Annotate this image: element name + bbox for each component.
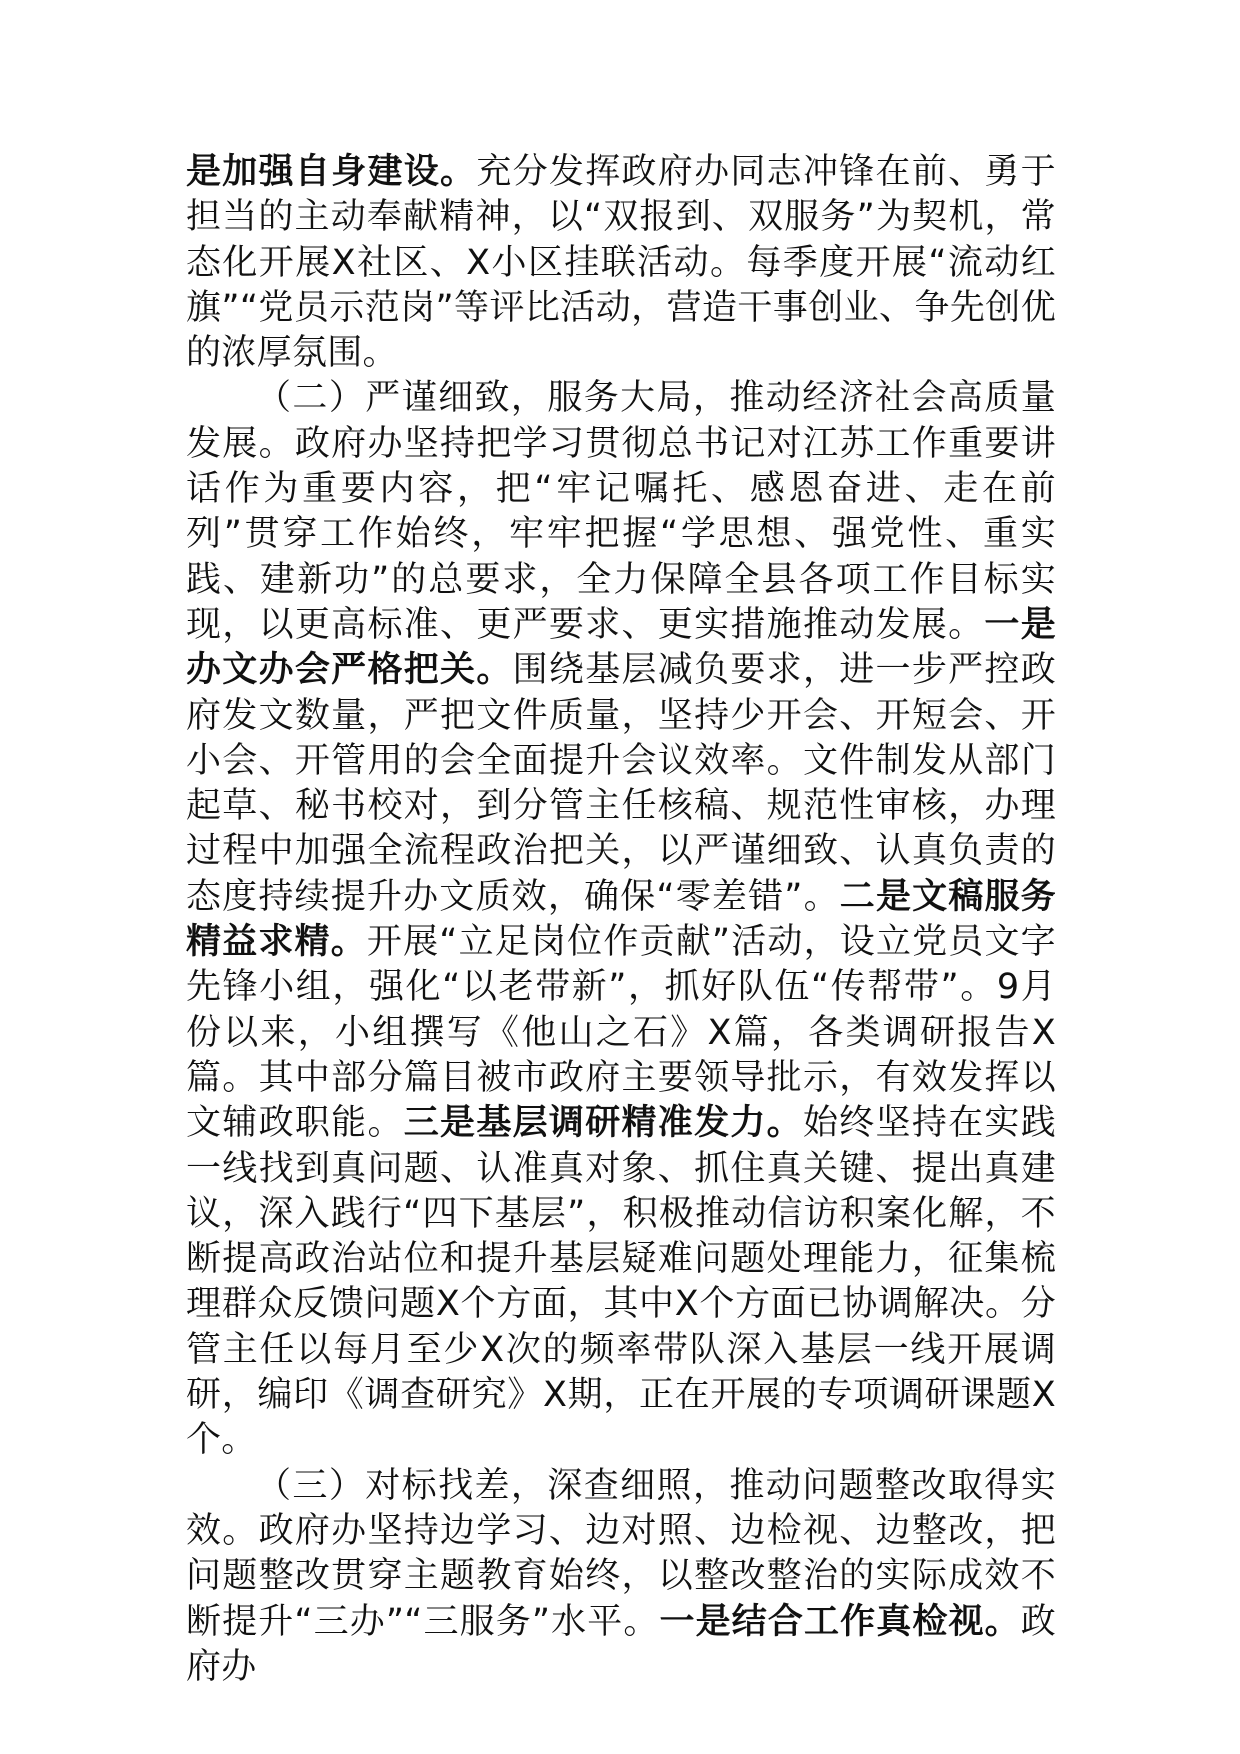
bold-heading-documents-meetings: 一是办文办会严格把关。	[186, 604, 1056, 691]
text-run: 充分发挥政府办同志冲锋在前、勇于担当的主动奉献精神，以“双报到、双服务”为契机，常态化开展X社区、X小区挂联活动。每季度开展“流动红旗”“党员示范岗”等评比活动，营造干事创业、争先创优的浓厚氛围。	[186, 152, 1056, 374]
text-run: 开展“立足岗位作贡献”活动，设立党员文字先锋小组，强化“以老带新”，抓好队伍“传帮带”。9月份以来，小组撰写《他山之石》X篇，各类调研报告X篇。其中部分篇目被市政府主要领导批示，有效发挥以文辅政职能。	[186, 922, 1056, 1144]
paragraph-section-two	[186, 376, 1056, 1463]
section-heading-two: （二）严谨细致，服务大局，推动经济社会高质量发展。政府办坚持把学习贯彻总书记对江苏工作重要讲话作为重要内容，把“牢记嘱托、感恩奋进、走在前列”贯穿工作始终，牢牢把握“学思想、强党性、重实践、建新功”的总要求，全力保障全县各项工作目标实现，以更高标准、更严要求、更实措施推动发展。	[186, 378, 1056, 645]
bold-heading-manuscript-service: 二是文稿服务精益求精。	[186, 876, 1056, 963]
paragraph-section-three	[186, 1464, 1056, 1690]
bold-heading-grassroots-research: 三是基层调研精准发力。	[403, 1103, 803, 1144]
text-run: 围绕基层减负要求，进一步严控政府发文数量，严把文件质量，坚持少开会、开短会、开小会、开管用的会全面提升会议效率。文件制发从部门起草、秘书校对，到分管主任核稿、规范性审核，办理过程中加强全流程政治把关，以严谨细致、认真负责的态度持续提升办文质效，确保“零差错”。	[186, 650, 1056, 917]
text-run: 政府办	[186, 1601, 1056, 1687]
bold-heading-work-review: 一是结合工作真检视。	[659, 1601, 1021, 1642]
paragraph-self-building	[186, 150, 1056, 376]
section-heading-three: （三）对标找差，深查细照，推动问题整改取得实效。政府办坚持边学习、边对照、边检视、边整改，把问题整改贯穿主题教育始终，以整改整治的实际成效不断提升“三办”“三服务”水平。	[186, 1465, 1056, 1642]
text-run: 始终坚持在实践一线找到真问题、认准真对象、抓住真关键、提出真建议，深入践行“四下基层”，积极推动信访积案化解，不断提高政治站位和提升基层疑难问题处理能力，征集梳理群众反馈问题X个方面，其中X个方面已协调解决。分管主任以每月至少X次的频率带队深入基层一线开展调研，编印《调查研究》X期，正在开展的专项调研课题X个。	[186, 1103, 1056, 1461]
bold-heading-self-building: 是加强自身建设。	[186, 152, 477, 192]
document-body	[186, 150, 1056, 1690]
